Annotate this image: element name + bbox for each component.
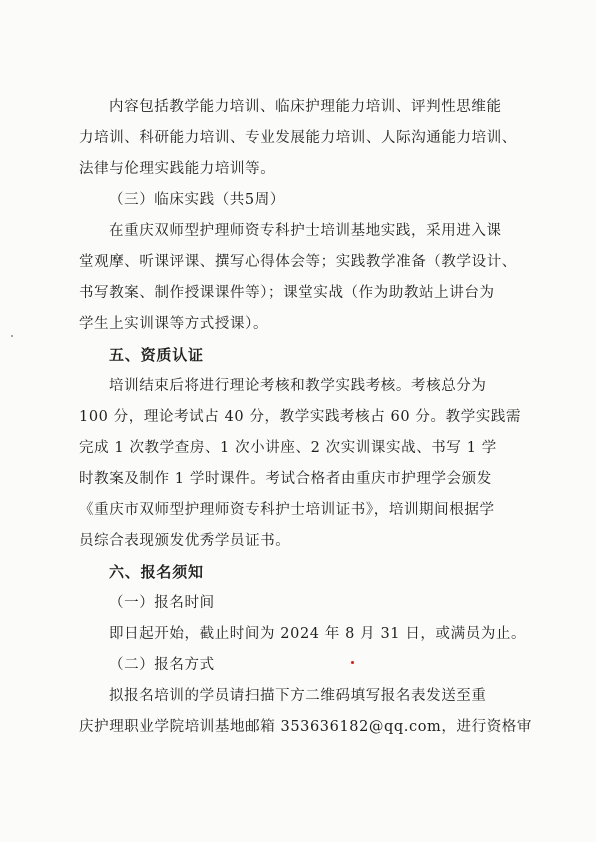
paragraph-registration-method xyxy=(79,681,533,743)
text-line: 完成 1 次教学查房、1 次小讲座、2 次实训课实战、书写 1 学 xyxy=(79,440,497,456)
subheading-registration-time: （一）报名时间 xyxy=(109,595,215,611)
text-line: 堂观摩、听课评课、撰写心得体会等；实践教学准备（教学设计、 xyxy=(79,254,517,270)
text-line: 在重庆双师型护理师资专科护士培训基地实践，采用进入课 xyxy=(109,223,502,239)
document-body xyxy=(79,92,533,743)
section-heading-certification: 五、资质认证 xyxy=(109,346,204,364)
text-line: 培训结束后将进行理论考核和教学实践考核。考核总分为 xyxy=(109,378,487,394)
text-line: 100 分，理论考试占 40 分，教学实践考核占 60 分。教学实践需 xyxy=(79,409,522,425)
paragraph-registration-time xyxy=(79,619,525,650)
text-line: 内容包括教学能力培训、临床护理能力培训、评判性思维能 xyxy=(109,99,502,115)
text-line: 拟报名培训的学员请扫描下方二维码填写报名表发送至重 xyxy=(109,688,487,704)
text-line: 书写教案、制作授课课件等）；课堂实战（作为助教站上讲台为 xyxy=(79,285,495,301)
text-line: 时教案及制作 1 学时课件。考试合格者由重庆市护理学会颁发 xyxy=(79,471,492,487)
text-line: 力培训、科研能力培训、专业发展能力培训、人际沟通能力培训、 xyxy=(79,130,517,146)
text-line: 《重庆市双师型护理师资专科护士培训证书》，培训期间根据学 xyxy=(79,502,495,518)
paragraph-clinical-practice xyxy=(79,216,525,340)
text-line: 学生上实训课等方式授课）。 xyxy=(79,316,269,332)
paragraph-training-content xyxy=(79,92,525,185)
subheading-registration-method: （二）报名方式 xyxy=(109,657,215,673)
text-line: 庆护理职业学院培训基地邮箱 353636182@qq.com，进行资格审 xyxy=(79,719,533,735)
scan-speck xyxy=(11,335,13,337)
text-line: 即日起开始，截止时间为 2024 年 8 月 31 日，或满员为止。 xyxy=(109,626,527,642)
paragraph-certification xyxy=(79,371,525,557)
text-line: 法律与伦理实践能力培训等。 xyxy=(79,161,276,177)
text-line: 员综合表现颁发优秀学员证书。 xyxy=(79,533,291,549)
subheading-clinical-practice: （三）临床实践（共5周） xyxy=(109,192,285,208)
section-heading-registration: 六、报名须知 xyxy=(109,563,204,581)
red-ink-mark xyxy=(351,661,354,664)
